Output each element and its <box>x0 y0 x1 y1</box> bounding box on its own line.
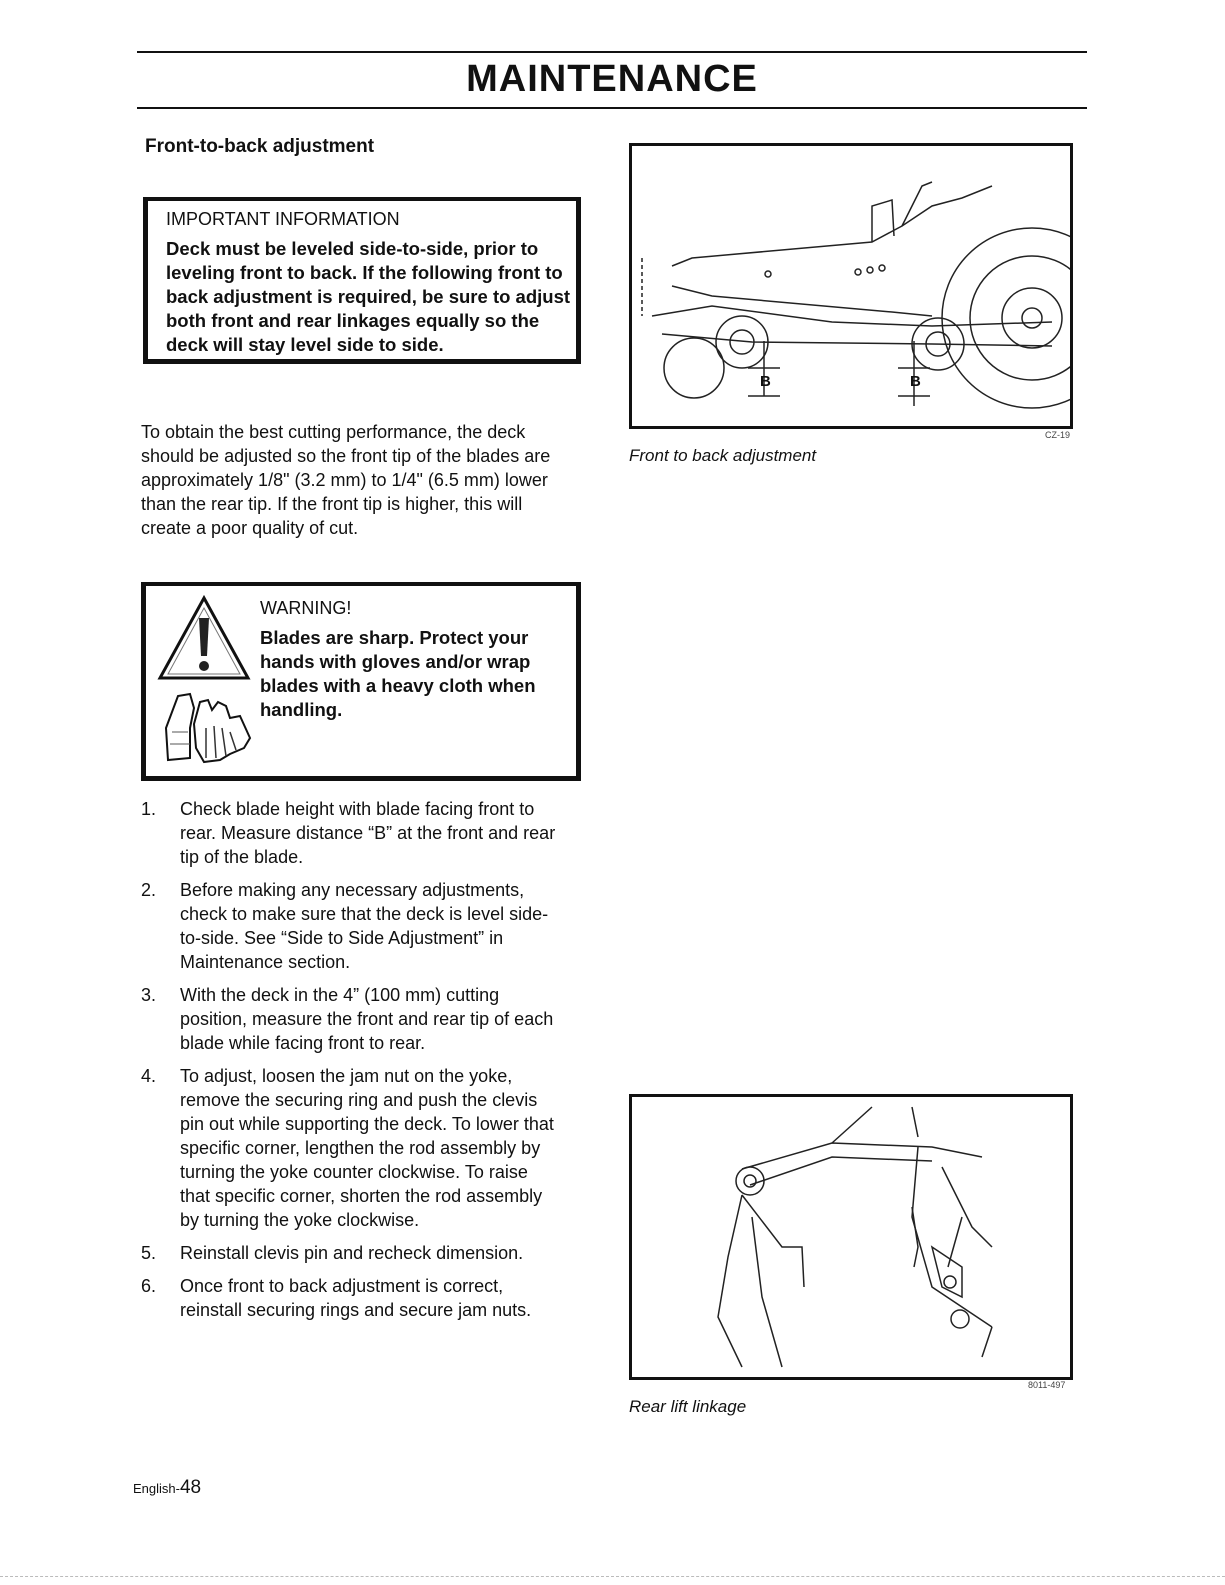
front-to-back-figure <box>629 143 1073 429</box>
step-text: Check blade height with blade facing front to rear. Measure distance “B” at the front and rear tip of the blade. <box>180 799 556 867</box>
footer-language: English- <box>133 1481 180 1496</box>
bottom-scan-edge <box>0 1576 1225 1578</box>
gloves-icon <box>160 688 256 768</box>
step-item <box>141 1241 561 1265</box>
section-heading: Front-to-back adjustment <box>145 136 375 157</box>
figure-code: 8011-497 <box>1028 1380 1066 1390</box>
mower-deck-illustration <box>632 146 1070 426</box>
important-info-body: Deck must be leveled side-to-side, prior to leveling front to back. If the following front to back adjustment is required, be sure to adjust both front and rear linkages equally so the deck will stay level side to side. <box>166 238 571 355</box>
rear-lift-linkage-illustration <box>632 1097 1070 1377</box>
step-number: 2. <box>141 880 157 900</box>
rear-lift-figure <box>629 1094 1073 1380</box>
important-info-title: IMPORTANT INFORMATION <box>166 209 400 229</box>
step-number: 4. <box>141 1066 157 1086</box>
step-text: With the deck in the 4” (100 mm) cutting position, measure the front and rear tip of each blade while facing front to rear. <box>180 985 554 1053</box>
page-number: 48 <box>179 1477 202 1498</box>
step-text: Reinstall clevis pin and recheck dimension. <box>180 1243 524 1263</box>
step-number: 6. <box>141 1276 157 1296</box>
step-item <box>141 878 561 974</box>
step-item <box>141 983 561 1055</box>
step-number: 5. <box>141 1243 157 1263</box>
warning-body: Blades are sharp. Protect your hands with gloves and/or wrap blades with a heavy cloth when handling. <box>260 627 536 720</box>
label-b-rear: B <box>910 373 921 390</box>
header-bottom-rule <box>137 107 1087 109</box>
warning-box <box>141 582 581 781</box>
step-item <box>141 797 561 869</box>
important-info-box <box>143 197 581 364</box>
procedure-steps <box>141 797 561 1331</box>
header-top-rule <box>137 51 1087 53</box>
step-item <box>141 1274 561 1322</box>
label-b-front: B <box>760 373 771 390</box>
step-item <box>141 1064 561 1232</box>
step-text: Once front to back adjustment is correct, reinstall securing rings and secure jam nuts. <box>180 1276 532 1320</box>
figure-code: CZ-19 <box>1045 430 1071 440</box>
warning-title: WARNING! <box>260 598 352 618</box>
step-text: Before making any necessary adjustments, check to make sure that the deck is level side-to-side. See “Side to Side Adjustment” in Maintenance section. <box>180 880 549 972</box>
page-title: MAINTENANCE <box>466 58 758 100</box>
step-number: 1. <box>141 799 157 819</box>
figure-caption: Rear lift linkage <box>629 1397 747 1416</box>
intro-paragraph: To obtain the best cutting performance, the deck should be adjusted so the front tip of the blades are approximately 1/8" (3.2 mm) to 1/4" (6.5 mm) lower than the rear tip. If the front tip is higher, this will create a poor quality of cut. <box>141 422 551 538</box>
step-number: 3. <box>141 985 157 1005</box>
page-footer <box>133 1477 201 1499</box>
figure-caption: Front to back adjustment <box>629 446 817 465</box>
step-text: To adjust, loosen the jam nut on the yoke, remove the securing ring and push the clevis pin out while supporting the deck. To lower that specific corner, lengthen the rod assembly by turning the yoke counter clockwise. To raise that specific corner, shorten the rod assembly by turning the yoke clockwise. <box>180 1066 554 1230</box>
warning-triangle-icon <box>156 594 252 684</box>
